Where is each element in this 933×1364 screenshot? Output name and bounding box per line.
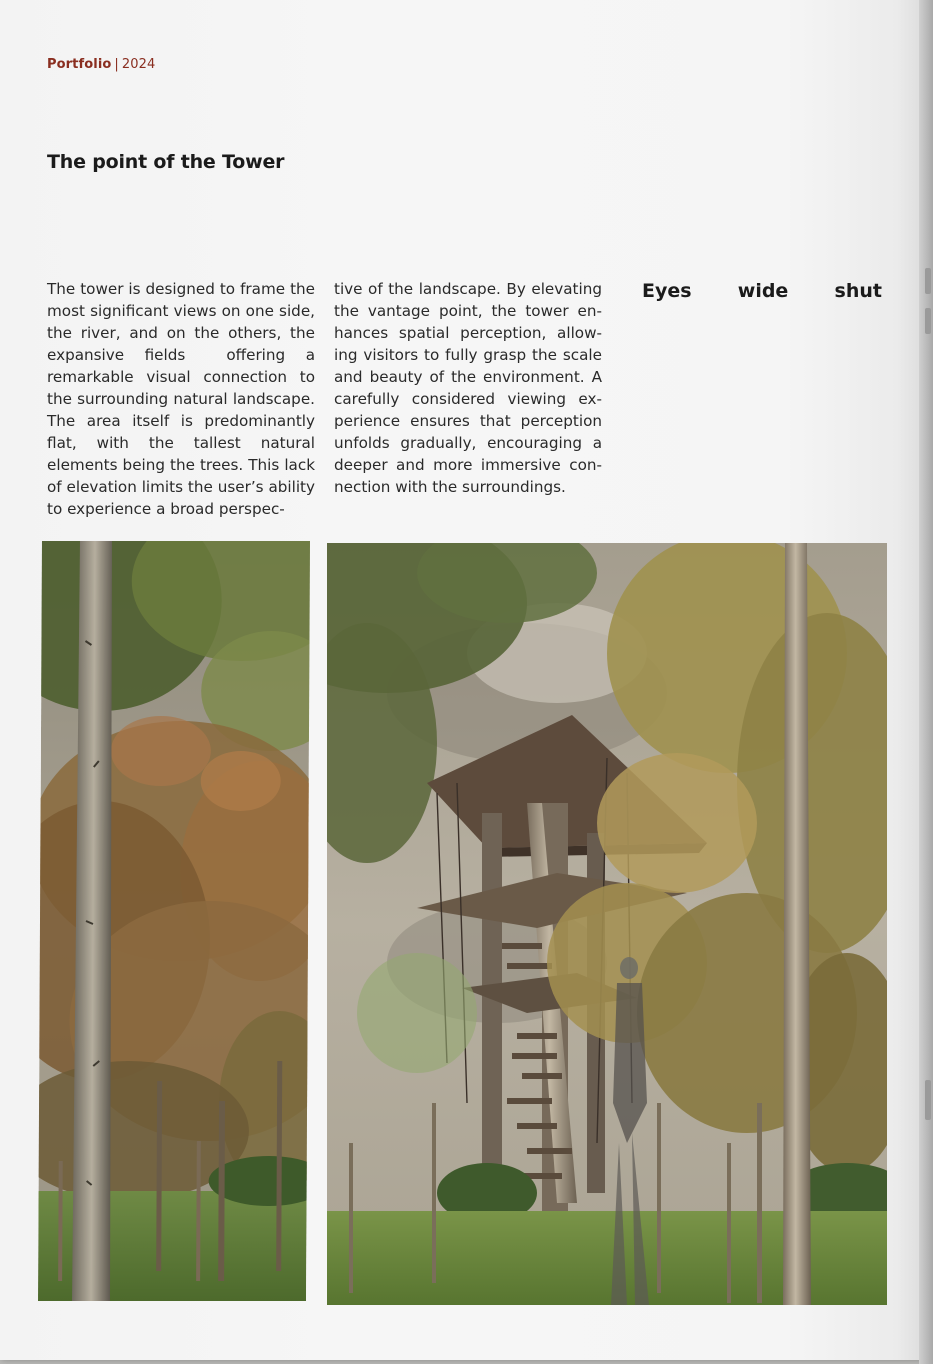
page-header	[47, 57, 155, 72]
header-year: 2024	[121, 57, 156, 72]
tagline-word-1: Eyes	[642, 280, 692, 302]
tagline-word-2: wide	[737, 280, 789, 302]
body-column-1: The tower is designed to frame the most significant views on one side, the river, and on the others, the expansive fields offering a remarkable visual connection to the surrounding natural landscape. The area itself is predominantly flat, with the tallest natural elements being the trees. This lack of elevation limits the user’s ability to experience a broad perspec-	[47, 280, 315, 518]
forest-render-left-image	[38, 541, 310, 1301]
body-column-2: tive of the landscape. By elevating the vantage point, the tower enhances spatial perception, allowing visitors to fully grasp the scale and beauty of the environment. A carefully considered viewing experience ensures that perception unfolds gradually, encouraging a deeper and more immersive connection with the surroundings.	[334, 280, 602, 496]
page-edge-shadow	[919, 0, 933, 1364]
section-title: The point of the Tower	[47, 151, 285, 173]
page-tab-marker	[925, 268, 931, 294]
page-tab-marker	[925, 1080, 931, 1120]
page-tab-marker	[925, 308, 931, 334]
observation-tower-render-image	[327, 543, 887, 1305]
header-separator: |	[114, 57, 119, 72]
tagline	[642, 280, 882, 302]
tagline-word-3: shut	[834, 280, 882, 302]
header-brand: Portfolio	[47, 57, 112, 72]
